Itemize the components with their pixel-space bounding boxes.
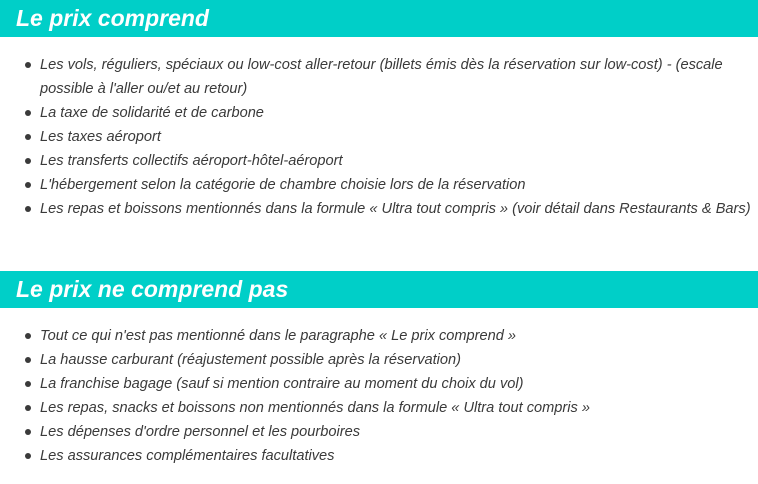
- list-item: Les taxes aéroport: [0, 125, 758, 149]
- list-item: L'hébergement selon la catégorie de chambre choisie lors de la réservation: [0, 173, 758, 197]
- list-item: La taxe de solidarité et de carbone: [0, 101, 758, 125]
- list-item: Les repas et boissons mentionnés dans la formule « Ultra tout compris » (voir détail dans Restaurants & Bars): [0, 197, 758, 221]
- list-item: Les transferts collectifs aéroport-hôtel-aéroport: [0, 149, 758, 173]
- included-title: Le prix comprend: [16, 5, 209, 31]
- list-item: Les repas, snacks et boissons non mentionnés dans la formule « Ultra tout compris »: [0, 396, 758, 420]
- list-item: Les vols, réguliers, spéciaux ou low-cost aller-retour (billets émis dès la réservation sur low-cost) - (escale possible à l'aller ou/et au retour): [0, 53, 758, 101]
- list-item: La franchise bagage (sauf si mention contraire au moment du choix du vol): [0, 372, 758, 396]
- list-item: Les dépenses d'ordre personnel et les pourboires: [0, 420, 758, 444]
- list-item: La hausse carburant (réajustement possible après la réservation): [0, 348, 758, 372]
- excluded-header: [0, 271, 758, 308]
- included-list: [0, 53, 758, 221]
- excluded-list: [0, 324, 758, 468]
- list-item: Les assurances complémentaires facultatives: [0, 444, 758, 468]
- list-item: Tout ce qui n'est pas mentionné dans le paragraphe « Le prix comprend »: [0, 324, 758, 348]
- excluded-title: Le prix ne comprend pas: [16, 276, 289, 302]
- included-header: [0, 0, 758, 37]
